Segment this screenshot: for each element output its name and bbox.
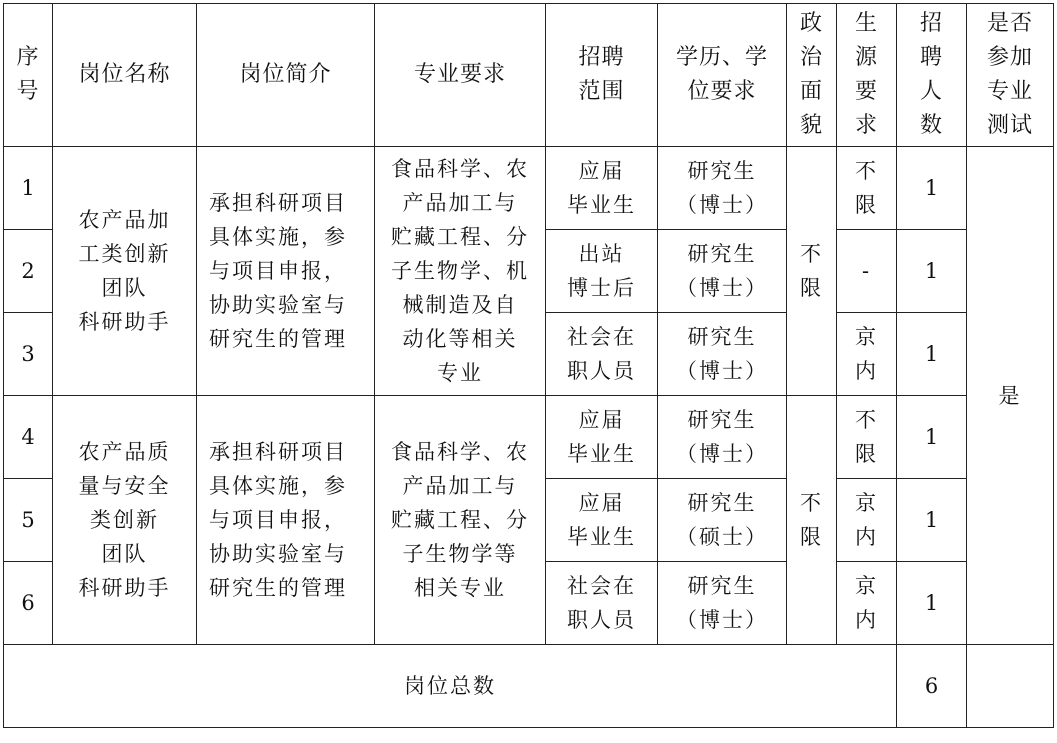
major-cell-line: 专业 [437,361,483,385]
header-name [53,4,197,147]
position-intro-cell-line: 具体实施，参 [209,474,347,498]
header-major-text: 专业要求 [413,62,506,87]
seq-cell [4,479,53,562]
header-intro-text: 岗位简介 [239,62,332,87]
position-name-cell [53,396,197,645]
table-row [4,396,1054,479]
scope-cell-line: 应届 [578,491,625,515]
total-count-cell-text: 6 [924,674,939,698]
header-seq-line: 号 [16,79,40,104]
degree-cell-line: 研究生 [687,491,757,515]
seq-cell [4,230,53,313]
degree-cell-line: （博士） [676,359,768,383]
position-intro-cell-line: 与项目申报， [209,508,347,532]
count-cell [897,396,967,479]
political-cell-line: 不 [800,242,823,266]
position-intro-cell-line: 研究生的管理 [209,576,347,600]
scope-cell-line: 应届 [578,159,625,183]
header-major [375,4,546,147]
origin-cell-line: 京 [855,325,878,349]
seq-cell [4,562,53,645]
degree-cell-line: 研究生 [687,408,757,432]
origin-cell [837,313,897,396]
scope-cell [546,147,658,230]
degree-cell-line: 研究生 [687,159,757,183]
count-cell-text: 1 [924,259,939,283]
scope-cell-line: 社会在 [567,325,636,349]
degree-cell [658,230,787,313]
scope-cell-line: 职人员 [567,608,636,632]
position-name-cell-line: 科研助手 [78,310,171,334]
header-count-char: 聘 [919,45,943,70]
scope-cell-line: 毕业生 [567,442,636,466]
major-cell [375,147,546,396]
political-cell-line: 不 [800,491,823,515]
header-test-line: 是否 [986,11,1033,36]
total-row [4,645,1054,728]
header-degree-line: 位要求 [687,79,757,104]
scope-cell-line: 职人员 [567,359,636,383]
scope-cell [546,313,658,396]
count-cell [897,147,967,230]
major-cell-line: 动化等相关 [402,327,518,351]
origin-cell-line: 不 [855,408,878,432]
scope-cell [546,562,658,645]
position-name-cell-line: 类创新 [90,508,159,532]
total-label-cell [4,645,897,728]
header-political-char: 政 [799,11,823,36]
position-intro-cell [197,147,375,396]
header-political-char: 治 [799,45,823,70]
position-name-cell-line: 量与安全 [78,474,171,498]
position-intro-cell-line: 承担科研项目 [209,191,347,215]
header-origin-char: 生 [854,11,878,36]
seq-cell-text: 2 [21,259,35,283]
major-cell [375,396,546,645]
header-political [787,4,837,147]
table-row [4,147,1054,230]
header-scope-line: 范围 [578,79,625,104]
position-name-cell-line: 农产品质 [78,440,171,464]
count-cell [897,479,967,562]
origin-cell-line: - [861,259,872,283]
count-cell-text: 1 [924,591,939,615]
major-cell-line: 贮藏工程、分 [391,508,529,532]
major-cell-line: 贮藏工程、分 [391,225,529,249]
header-test-line: 测试 [986,113,1033,138]
degree-cell-line: （博士） [676,442,768,466]
total-count-cell [897,645,967,728]
origin-cell [837,479,897,562]
header-intro [197,4,375,147]
header-seq [4,4,53,147]
scope-cell [546,230,658,313]
scope-cell-line: 社会在 [567,574,636,598]
position-intro-cell-line: 协助实验室与 [209,542,347,566]
origin-cell-line: 不 [855,159,878,183]
header-origin-char: 源 [854,45,878,70]
major-cell-line: 产品加工与 [402,191,518,215]
total-label-cell-text: 岗位总数 [404,674,496,698]
position-intro-cell-line: 协助实验室与 [209,293,347,317]
position-name-cell [53,147,197,396]
header-scope [546,4,658,147]
degree-cell-line: （博士） [676,193,768,217]
scope-cell-line: 出站 [578,242,625,266]
origin-cell [837,230,897,313]
header-count-char: 人 [919,79,943,104]
header-test-line: 参加 [986,45,1033,70]
origin-cell [837,147,897,230]
origin-cell-line: 限 [855,193,878,217]
degree-cell-line: 研究生 [687,242,757,266]
position-intro-cell-line: 具体实施，参 [209,225,347,249]
header-degree-line: 学历、学 [675,45,768,70]
origin-cell [837,562,897,645]
origin-cell-line: 内 [855,359,878,383]
seq-cell [4,396,53,479]
major-cell-line: 食品科学、农 [391,157,529,181]
origin-cell [837,396,897,479]
test-cell-text: 是 [998,383,1022,408]
degree-cell [658,313,787,396]
header-political-char: 貌 [799,113,823,138]
header-count-char: 招 [919,11,943,36]
seq-cell-text: 4 [21,425,35,449]
scope-cell-line: 毕业生 [567,193,636,217]
recruitment-table [3,3,1054,728]
test-cell [967,147,1054,645]
major-cell-line: 产品加工与 [402,474,518,498]
origin-cell-line: 内 [855,525,878,549]
seq-cell-text: 1 [21,176,35,200]
position-name-cell-line: 农产品加 [78,208,171,232]
scope-cell [546,479,658,562]
header-test-line: 专业 [986,79,1033,104]
position-name-cell-line: 团队 [101,542,148,566]
political-cell [787,396,837,645]
political-cell-line: 限 [800,276,823,300]
origin-cell-line: 限 [855,442,878,466]
count-cell [897,313,967,396]
header-seq-line: 序 [16,45,40,70]
position-intro-cell-line: 承担科研项目 [209,440,347,464]
position-intro-cell [197,396,375,645]
header-count [897,4,967,147]
major-cell-line: 械制造及自 [402,293,518,317]
origin-cell-line: 内 [855,608,878,632]
position-name-cell-line: 工类创新 [78,242,171,266]
header-origin-char: 要 [854,79,878,104]
major-cell-line: 子生物学、机 [391,259,529,283]
count-cell-text: 1 [924,176,939,200]
table-body [4,4,1054,728]
count-cell-text: 1 [924,425,939,449]
degree-cell-line: （硕士） [676,525,768,549]
total-empty-cell [967,645,1054,728]
origin-cell-line: 京 [855,574,878,598]
count-cell-text: 1 [924,508,939,532]
political-cell-line: 限 [800,525,823,549]
count-cell-text: 1 [924,342,939,366]
header-count-char: 数 [919,113,943,138]
seq-cell-text: 3 [21,342,35,366]
degree-cell [658,562,787,645]
scope-cell [546,396,658,479]
header-origin-char: 求 [854,113,878,138]
degree-cell-line: 研究生 [687,325,757,349]
header-political-char: 面 [799,79,823,104]
political-cell [787,147,837,396]
degree-cell [658,479,787,562]
header-degree [658,4,787,147]
position-intro-cell-line: 研究生的管理 [209,327,347,351]
scope-cell-line: 毕业生 [567,525,636,549]
degree-cell [658,396,787,479]
count-cell [897,230,967,313]
header-scope-line: 招聘 [578,45,625,70]
major-cell-line: 子生物学等 [402,542,518,566]
degree-cell-line: （博士） [676,608,768,632]
header-test [967,4,1054,147]
major-cell-line: 食品科学、农 [391,440,529,464]
position-intro-cell-line: 与项目申报， [209,259,347,283]
degree-cell [658,147,787,230]
major-cell-line: 相关专业 [414,576,506,600]
header-origin [837,4,897,147]
degree-cell-line: 研究生 [687,574,757,598]
degree-cell-line: （博士） [676,276,768,300]
seq-cell-text: 5 [21,508,35,532]
origin-cell-line: 京 [855,491,878,515]
scope-cell-line: 博士后 [567,276,636,300]
seq-cell [4,313,53,396]
header-name-text: 岗位名称 [78,62,171,87]
position-name-cell-line: 科研助手 [78,576,171,600]
seq-cell [4,147,53,230]
count-cell [897,562,967,645]
header-row [4,4,1054,147]
seq-cell-text: 6 [21,591,35,615]
scope-cell-line: 应届 [578,408,625,432]
position-name-cell-line: 团队 [101,276,148,300]
